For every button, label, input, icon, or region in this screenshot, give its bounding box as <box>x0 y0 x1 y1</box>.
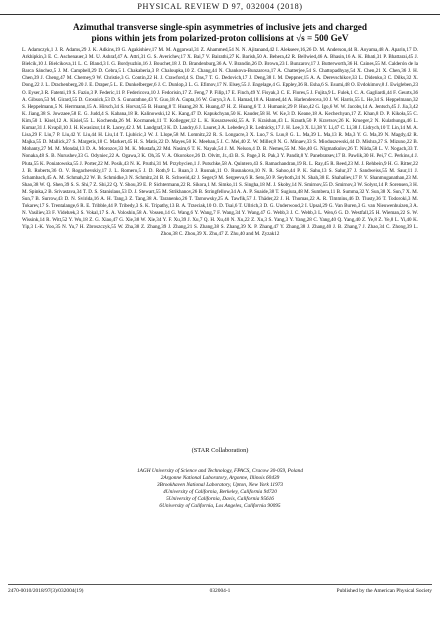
article-title <box>44 22 396 44</box>
footer-publisher: Published by the American Physical Society <box>336 588 432 594</box>
footer-page-number: 032004-1 <box>209 588 231 594</box>
footer-doi-code: 2470-0010/2018/97(3)/032004(19) <box>8 588 84 594</box>
journal-header <box>0 0 440 15</box>
affiliation-item: 5University of California, Davis, California 95616 <box>166 496 274 503</box>
affiliation-item: 6University of California, Los Angeles, California 90095 <box>159 503 281 510</box>
title-line-1: Azimuthal transverse single-spin asymmetries of inclusive jets and charged <box>73 22 367 32</box>
collaboration-name: (STAR Collaboration) <box>191 447 249 454</box>
affiliation-item: 4University of California, Berkeley, California 94720 <box>163 489 277 496</box>
affiliation-item: 3Brookhaven National Laboratory, Upton, New York 11973 <box>156 482 284 489</box>
affiliation-item: 1AGH University of Science and Technology, FPACS, Cracow 30-059, Poland <box>137 468 303 474</box>
title-line-2: pions within jets from polarized-proton collisions at √s = 500 GeV <box>91 33 349 43</box>
affiliation-item: 2Argonne National Laboratory, Argonne, Illinois 60439 <box>160 475 280 482</box>
affiliation-list <box>0 468 440 511</box>
page-footer <box>8 584 432 597</box>
author-list: L. Adamczyk,1 J. R. Adams,29 J. K. Adkins,19 G. Agakishiev,17 M. M. Aggarwal,31 Z. Ahammed,54 N. N. Ajitanand,42 I. Alekseev,16,26 D. M. Anderson,44 R. Aoyama,48 A. Aparin,17 D. Arkhipkin,3 E. C. Aschenauer,3 M. U. Ashraf,47 A. Attri,31 G. S. Averichev,17 X. Bai,7 V. Bairathi,27 K. Barish,50 A. Behera,42 R. Bellwied,46 A. Bhasin,16 A. K. Bhati,31 P. Bhattarai,45 J. Bielcik,10 J. Bielcikova,11 L. C. Bland,3 I. G. Bordyuzhin,16 J. Bouchet,18 J. D. Brandenburg,36 A. V. Brandin,26 D. Brown,23 I. Bunzarov,17 J. Butterworth,36 H. Caines,55 M. Calderón de la Barca Sánchez,5 J. M. Campbell,29 D. Cebra,5 I. Chakaberia,3 P. Chaloupka,10 Z. Chang,44 N. Chankova-Bunzarova,17 A. Chatterjee,54 S. Chattopadhyay,54 X. Chen,21 X. Chen,36 J. H. Chen,39 J. Cheng,47 M. Cherney,9 W. Christie,3 G. Contin,22 H. J. Crawford,4 S. Das,7 T. G. Dedovich,17 J. Deng,38 I. M. Deppner,15 A. A. Derevschikov,33 L. Didenko,3 C. Dilks,32 X. Dong,22 J. L. Drachenberg,20 J. E. Draper,5 L. E. Dunkelberger,6 J. C. Dunlop,3 L. G. Efimov,17 N. Elsey,55 J. Engelage,4 G. Eppley,36 R. Esha,6 S. Esumi,48 O. Evdokimov,8 J. Ewigleben,23 O. Eyser,3 R. Fatemi,19 S. Fazio,3 P. Federic,11 P. Federicova,10 J. Fedorisin,17 Z. Feng,7 P. Filip,17 E. Finch,49 Y. Fisyak,3 C. E. Flores,5 J. Fujita,9 L. Fulek,1 C. A. Gagliardi,44 F. Geurts,36 A. Gibson,53 M. Girard,55 D. Grosnick,53 D. S. Gunarathne,43 Y. Guo,18 A. Gupta,16 W. Guryn,3 A. I. Hamad,18 A. Hamed,44 A. Harlenderova,10 J. W. Harris,55 L. He,34 S. Heppelmann,32 S. Heppelmann,5 N. Herrmann,15 A. Hirsch,34 S. Horvat,55 B. Huang,8 T. Huang,28 X. Huang,47 H. Z. Huang,6 T. J. Humanic,29 P. Huo,42 G. Igo,6 W. W. Jacobs,14 A. Jentsch,45 J. Jia,3,42 K. Jiang,38 S. Jowzaee,58 E. G. Judd,4 S. Kabana,18 R. Kalinowski,12 K. Kang,47 D. Kapukchyan,50 K. Kauder,58 H. W. Ke,3 D. Keane,18 A. Kechechyan,17 Z. Khan,8 D. P. Kikoła,55 C. Kim,50 I. Kisel,12 A. Kisiel,55 L. Kochenda,26 M. Kocmanek,11 T. Kollegger,12 L. K. Kosarzewski,55 A. F. Kraishan,43 L. Krauth,50 P. Kravtsov,26 K. Krueger,2 N. Kulathunga,46 L. Kumar,31 J. Kvapil,10 J. H. Kwasizur,14 R. Lacey,42 J. M. Landgraf,3 K. D. Landry,6 J. Lauret,3 A. Lebedev,3 R. Lednicky,17 J. H. Lee,3 X. Li,38 Y. Li,47 C. Li,38 J. Lidrych,10 T. Lin,14 M. A. Lisa,29 F. Liu,7 P. Liu,42 Y. Liu,44 H. Liu,14 T. Ljubicic,3 W. J. Llope,58 M. Lomnitz,22 R. S. Longacre,3 X. Luo,7 S. Luo,8 G. L. Ma,39 L. Ma,13 R. Ma,3 Y. G. Ma,39 N. Magdy,42 R. Majka,55 D. Mallick,27 S. Margetis,18 C. Markert,45 H. S. Matis,22 D. Mayes,50 K. Meehan,5 J. C. Mei,40 Z. W. Miller,8 N. G. Minaev,33 S. Mioduszewski,44 D. Mishra,27 S. Mizuno,22 B. Mohanty,27 M. M. Mondal,13 D. A. Morozov,33 M. K. Mustafa,22 Md. Nasim,6 T. K. Nayak,54 J. M. Nelson,4 D. B. Nemes,55 M. Nie,40 G. Nigmatkulov,26 T. Niida,58 L. V. Nogach,33 T. Nonaka,48 S. B. Nurushev,33 G. Odyniec,22 A. Ogawa,3 K. Oh,35 V. A. Okorokov,26 D. Olvitt, Jr.,43 B. S. Page,3 R. Pak,3 Y. Pandit,8 Y. Panebratsev,17 B. Pawlik,30 H. Pei,7 C. Perkins,4 J. Pluta,55 K. Poniatowska,55 J. Porter,22 M. Posik,43 N. K. Pruthi,31 M. Przybycien,1 J. Putschke,58 A. Quintero,43 S. Ramachandran,19 R. L. Ray,45 R. Reed,23 M. J. Rehbein,9 H. G. Ritter,22 J. B. Roberts,36 O. V. Rogachevskiy,17 J. L. Romero,5 J. D. Roth,9 L. Ruan,3 J. Rusnak,11 O. Rusnakova,10 N. R. Sahoo,44 P. K. Sahu,13 S. Salur,37 J. Sandweiss,55 M. Saur,11 J. Schambach,45 A. M. Schmah,22 W. B. Schmidke,3 N. Schmitz,24 B. R. Schweid,42 J. Seger,9 M. Sergeeva,6 R. Seto,50 P. Seyboth,24 N. Shah,38 E. Shahaliev,17 P. V. Shanmuganathan,23 M. Shao,38 W. Q. Shen,39 S. S. Shi,7 Z. Shi,22 Q. Y. Shou,39 E. P. Sichtermann,22 R. Sikora,1 M. Simko,11 S. Singha,18 M. J. Skoby,14 N. Smirnov,55 D. Smirnov,3 W. Solyst,14 P. Sorensen,3 H. M. Spinka,2 B. Srivastava,34 T. D. S. Stanislaus,53 D. J. Stewart,55 M. Strikhanov,26 B. Stringfellow,34 A. A. P. Suaide,38 T. Sugiura,48 M. Sumbera,11 B. Summa,32 Y. Sun,38 X. Sun,7 X. M. Sun,7 B. Surrow,43 D. N. Svirida,16 A. H. Tang,3 Z. Tang,38 A. Taranenko,26 T. Tarnowsky,25 A. Tawfik,57 J. Thäder,22 J. H. Thomas,22 A. R. Timmins,46 D. Tlusty,36 T. Todoroki,3 M. Tokarev,17 S. Trentalange,6 R. E. Tribble,44 P. Tribedy,3 S. K. Tripathy,13 B. A. Trzeciak,10 O. D. Tsai,6 T. Ullrich,3 D. G. Underwood,2 I. Upsal,29 G. Van Buren,3 G. van Nieuwenhuizen,3 A. N. Vasiliev,33 F. Videbæk,3 S. Vokal,17 S. A. Voloshin,58 A. Vossen,14 G. Wang,6 Y. Wang,7 F. Wang,34 Y. Wang,47 G. Webb,3 J. C. Webb,3 L. Wen,6 G. D. Westfall,25 H. Wieman,22 S. W. Wissink,14 R. Witt,52 Y. Wu,18 Z. G. Xiao,47 G. Xie,38 W. Xie,34 Y. F. Xu,39 J. Xu,7 Q. H. Xu,40 N. Xu,22 Z. Xu,3 S. Yang,3 Y. Yang,28 C. Yang,40 Q. Yang,40 Z. Ye,8 Z. Ye,8 L. Yi,40 K. Yip,3 I.-K. Yoo,35 N. Yu,7 H. Zbroszczyk,55 W. Zha,38 Z. Zhang,39 J. Zhang,21 S. Zhang,38 S. Zhang,39 X. P. Zhang,47 Y. Zhang,38 J. Zhang,40 J. B. Zhang,7 J. Zhao,34 C. Zhong,39 L. Zhou,38 C. Zhou,39 X. Zhu,47 Z. Zhu,40 and M. Zyzak12 <box>22 47 418 238</box>
running-head: PHYSICAL REVIEW D 97, 032004 (2018) <box>137 2 303 11</box>
